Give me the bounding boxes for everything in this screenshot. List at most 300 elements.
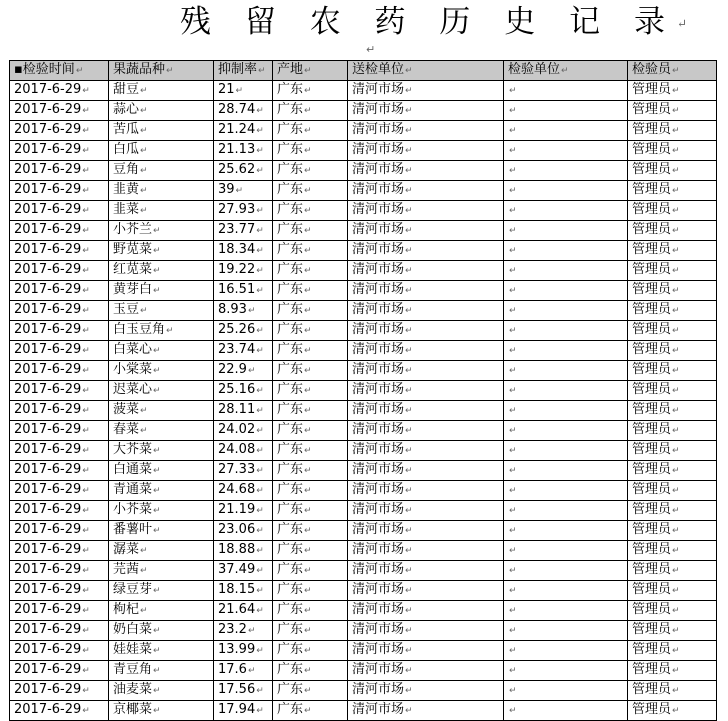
cell-produce-variety[interactable] — [109, 501, 214, 521]
cell-inspection-time[interactable] — [10, 581, 109, 601]
cell-inhibition-rate-text: 21.24 — [218, 122, 256, 137]
cell-inspection-time[interactable] — [10, 521, 109, 541]
cell-inspection-unit[interactable] — [504, 441, 628, 461]
cell-inhibition-rate[interactable] — [214, 481, 273, 501]
cell-submitting-unit[interactable] — [348, 481, 504, 501]
cell-submitting-unit[interactable] — [348, 521, 504, 541]
cell-inspector[interactable] — [628, 521, 717, 541]
cell-produce-variety[interactable] — [109, 381, 214, 401]
cell-inspection-unit[interactable] — [504, 501, 628, 521]
cell-inhibition-rate[interactable] — [214, 501, 273, 521]
cell-inspection-time-text: 2017-6-29 — [14, 82, 82, 97]
cell-submitting-unit[interactable] — [348, 241, 504, 261]
cell-inspection-unit[interactable] — [504, 181, 628, 201]
cell-end-mark-icon: ↵ — [509, 166, 517, 176]
cell-origin[interactable] — [273, 501, 348, 521]
cell-origin[interactable] — [273, 621, 348, 641]
cell-submitting-unit[interactable] — [348, 141, 504, 161]
cell-inspection-time[interactable] — [10, 641, 109, 661]
cell-inspection-time[interactable] — [10, 441, 109, 461]
cell-submitting-unit-text: 清河市场 — [352, 362, 405, 377]
cell-inspection-time[interactable] — [10, 101, 109, 121]
cell-produce-variety[interactable] — [109, 301, 214, 321]
cell-inhibition-rate[interactable] — [214, 641, 273, 661]
cell-end-mark-icon: ↵ — [256, 326, 264, 336]
cell-origin[interactable] — [273, 101, 348, 121]
cell-inspector[interactable] — [628, 261, 717, 281]
cell-submitting-unit-text: 清河市场 — [352, 342, 405, 357]
cell-end-mark-icon: ↵ — [140, 106, 148, 116]
table-row — [10, 581, 717, 601]
table-row — [10, 601, 717, 621]
cell-inspection-time-text: 2017-6-29 — [14, 642, 82, 657]
cell-inspector[interactable] — [628, 201, 717, 221]
cell-inhibition-rate[interactable] — [214, 141, 273, 161]
cell-inspection-unit[interactable] — [504, 141, 628, 161]
cell-inspection-time[interactable] — [10, 541, 109, 561]
cell-produce-variety[interactable] — [109, 601, 214, 621]
cell-produce-variety-text: 小棠菜 — [113, 362, 153, 377]
cell-origin[interactable] — [273, 481, 348, 501]
cell-end-mark-icon: ↵ — [166, 66, 174, 76]
cell-end-mark-icon: ↵ — [140, 406, 148, 416]
cell-inspection-unit[interactable] — [504, 281, 628, 301]
cell-origin[interactable] — [273, 701, 348, 721]
cell-inspection-time[interactable] — [10, 341, 109, 361]
cell-submitting-unit[interactable] — [348, 321, 504, 341]
cell-submitting-unit-text: 清河市场 — [352, 622, 405, 637]
cell-origin[interactable] — [273, 461, 348, 481]
cell-inspector[interactable] — [628, 221, 717, 241]
cell-inspector[interactable] — [628, 661, 717, 681]
cell-origin[interactable] — [273, 141, 348, 161]
cell-inhibition-rate[interactable] — [214, 661, 273, 681]
cell-end-mark-icon: ↵ — [509, 106, 517, 116]
cell-inspection-time[interactable] — [10, 181, 109, 201]
cell-end-mark-icon: ↵ — [405, 146, 413, 156]
cell-produce-variety[interactable] — [109, 361, 214, 381]
cell-inhibition-rate[interactable] — [214, 621, 273, 641]
cell-produce-variety-text: 菠菜 — [113, 402, 140, 417]
cell-end-mark-icon: ↵ — [82, 706, 90, 716]
cell-origin[interactable] — [273, 81, 348, 101]
cell-inspection-unit[interactable] — [504, 361, 628, 381]
cell-submitting-unit[interactable] — [348, 161, 504, 181]
cell-submitting-unit[interactable] — [348, 81, 504, 101]
cell-inspection-time[interactable] — [10, 161, 109, 181]
cell-submitting-unit[interactable] — [348, 601, 504, 621]
table-row — [10, 321, 717, 341]
cell-inspector[interactable] — [628, 701, 717, 721]
cell-end-mark-icon: ↵ — [82, 486, 90, 496]
cell-produce-variety[interactable] — [109, 581, 214, 601]
cell-inspector[interactable] — [628, 121, 717, 141]
cell-origin[interactable] — [273, 381, 348, 401]
cell-end-mark-icon: ↵ — [304, 506, 312, 516]
cell-inhibition-rate[interactable] — [214, 401, 273, 421]
cell-inspection-unit[interactable] — [504, 401, 628, 421]
cell-inspection-time[interactable] — [10, 601, 109, 621]
cell-inspection-unit[interactable] — [504, 661, 628, 681]
cell-inspector[interactable] — [628, 561, 717, 581]
cell-origin[interactable] — [273, 221, 348, 241]
cell-origin-text: 广东 — [277, 602, 304, 617]
cell-produce-variety[interactable] — [109, 541, 214, 561]
cell-produce-variety[interactable] — [109, 221, 214, 241]
cell-inspection-time[interactable] — [10, 241, 109, 261]
cell-inspection-time[interactable] — [10, 481, 109, 501]
cell-submitting-unit[interactable] — [348, 121, 504, 141]
cell-inspection-time[interactable] — [10, 81, 109, 101]
cell-produce-variety[interactable] — [109, 201, 214, 221]
cell-inspection-unit[interactable] — [504, 341, 628, 361]
cell-submitting-unit[interactable] — [348, 641, 504, 661]
cell-inspection-unit[interactable] — [504, 321, 628, 341]
cell-produce-variety[interactable] — [109, 701, 214, 721]
cell-inhibition-rate-text: 18.34 — [218, 242, 256, 257]
cell-inspection-time[interactable] — [10, 361, 109, 381]
header-origin[interactable] — [273, 61, 348, 81]
cell-produce-variety[interactable] — [109, 681, 214, 701]
cell-end-mark-icon: ↵ — [256, 346, 264, 356]
cell-inspection-time[interactable] — [10, 561, 109, 581]
cell-inspection-unit[interactable] — [504, 421, 628, 441]
cell-produce-variety[interactable] — [109, 341, 214, 361]
cell-origin[interactable] — [273, 561, 348, 581]
cell-inspection-time[interactable] — [10, 701, 109, 721]
cell-inspection-time[interactable] — [10, 621, 109, 641]
cell-inspection-unit[interactable] — [504, 521, 628, 541]
cell-end-mark-icon: ↵ — [153, 706, 161, 716]
cell-inspector[interactable] — [628, 181, 717, 201]
cell-produce-variety[interactable] — [109, 261, 214, 281]
cell-end-mark-icon: ↵ — [509, 646, 517, 656]
cell-origin[interactable] — [273, 661, 348, 681]
cell-origin[interactable] — [273, 421, 348, 441]
cell-origin[interactable] — [273, 361, 348, 381]
cell-inhibition-rate[interactable] — [214, 81, 273, 101]
cell-end-mark-icon: ↵ — [153, 366, 161, 376]
cell-origin[interactable] — [273, 681, 348, 701]
cell-inspector[interactable] — [628, 381, 717, 401]
cell-produce-variety[interactable] — [109, 121, 214, 141]
cell-inspection-unit[interactable] — [504, 601, 628, 621]
cell-inhibition-rate[interactable] — [214, 261, 273, 281]
cell-inspection-unit[interactable] — [504, 641, 628, 661]
cell-submitting-unit[interactable] — [348, 701, 504, 721]
cell-end-mark-icon: ↵ — [405, 546, 413, 556]
cell-inspector[interactable] — [628, 401, 717, 421]
cell-submitting-unit[interactable] — [348, 681, 504, 701]
cell-submitting-unit[interactable] — [348, 561, 504, 581]
cell-produce-variety[interactable] — [109, 181, 214, 201]
cell-produce-variety[interactable] — [109, 161, 214, 181]
cell-inspector[interactable] — [628, 641, 717, 661]
cell-submitting-unit[interactable] — [348, 281, 504, 301]
header-inspector[interactable] — [628, 61, 717, 81]
cell-end-mark-icon: ↵ — [509, 346, 517, 356]
cell-inspection-unit[interactable] — [504, 161, 628, 181]
cell-inhibition-rate[interactable] — [214, 101, 273, 121]
table-row — [10, 521, 717, 541]
cell-end-mark-icon: ↵ — [672, 446, 680, 456]
cell-submitting-unit-text: 清河市场 — [352, 222, 405, 237]
header-inhibition-rate[interactable] — [214, 61, 273, 81]
cell-end-mark-icon: ↵ — [672, 146, 680, 156]
cell-end-mark-icon: ↵ — [509, 86, 517, 96]
cell-inspection-time[interactable] — [10, 421, 109, 441]
cell-inspection-unit[interactable] — [504, 81, 628, 101]
cell-submitting-unit[interactable] — [348, 661, 504, 681]
cell-inhibition-rate[interactable] — [214, 601, 273, 621]
cell-origin[interactable] — [273, 521, 348, 541]
cell-inhibition-rate[interactable] — [214, 201, 273, 221]
cell-origin[interactable] — [273, 641, 348, 661]
cell-end-mark-icon: ↵ — [672, 466, 680, 476]
cell-produce-variety[interactable] — [109, 661, 214, 681]
cell-inspection-unit[interactable] — [504, 561, 628, 581]
cell-submitting-unit[interactable] — [348, 621, 504, 641]
cell-origin[interactable] — [273, 261, 348, 281]
cell-submitting-unit[interactable] — [348, 101, 504, 121]
cell-produce-variety[interactable] — [109, 241, 214, 261]
cell-submitting-unit[interactable] — [348, 181, 504, 201]
header-produce-variety[interactable] — [109, 61, 214, 81]
cell-produce-variety[interactable] — [109, 401, 214, 421]
cell-produce-variety[interactable] — [109, 81, 214, 101]
cell-inhibition-rate[interactable] — [214, 341, 273, 361]
cell-inspection-unit[interactable] — [504, 301, 628, 321]
cell-inhibition-rate[interactable] — [214, 181, 273, 201]
cell-produce-variety-text: 迟菜心 — [113, 382, 153, 397]
cell-inspector[interactable] — [628, 241, 717, 261]
cell-end-mark-icon: ↵ — [304, 206, 312, 216]
cell-origin[interactable] — [273, 281, 348, 301]
cell-end-mark-icon: ↵ — [672, 366, 680, 376]
cell-inhibition-rate[interactable] — [214, 541, 273, 561]
cell-inspector[interactable] — [628, 101, 717, 121]
cell-produce-variety[interactable] — [109, 421, 214, 441]
cell-origin[interactable] — [273, 601, 348, 621]
cell-inspector-text: 管理员 — [632, 482, 672, 497]
cell-inspection-unit[interactable] — [504, 701, 628, 721]
cell-produce-variety[interactable] — [109, 321, 214, 341]
cell-submitting-unit[interactable] — [348, 361, 504, 381]
cell-origin[interactable] — [273, 321, 348, 341]
cell-inspector[interactable] — [628, 421, 717, 441]
cell-inspection-unit[interactable] — [504, 201, 628, 221]
cell-submitting-unit[interactable] — [348, 221, 504, 241]
cell-submitting-unit[interactable] — [348, 201, 504, 221]
cell-end-mark-icon: ↵ — [140, 546, 148, 556]
cell-inhibition-rate[interactable] — [214, 461, 273, 481]
cell-origin[interactable] — [273, 441, 348, 461]
cell-inhibition-rate[interactable] — [214, 581, 273, 601]
cell-submitting-unit[interactable] — [348, 341, 504, 361]
cell-inspection-unit[interactable] — [504, 101, 628, 121]
cell-inspector[interactable] — [628, 601, 717, 621]
cell-inspection-unit[interactable] — [504, 121, 628, 141]
cell-produce-variety[interactable] — [109, 561, 214, 581]
cell-inspector[interactable] — [628, 281, 717, 301]
cell-submitting-unit[interactable] — [348, 461, 504, 481]
cell-origin-text: 广东 — [277, 162, 304, 177]
cell-inspector[interactable] — [628, 681, 717, 701]
cell-inspector[interactable] — [628, 161, 717, 181]
cell-produce-variety[interactable] — [109, 521, 214, 541]
cell-produce-variety[interactable] — [109, 281, 214, 301]
cell-end-mark-icon: ↵ — [405, 666, 413, 676]
cell-inspection-time[interactable] — [10, 501, 109, 521]
cell-produce-variety[interactable] — [109, 101, 214, 121]
cell-inspector[interactable] — [628, 361, 717, 381]
cell-origin[interactable] — [273, 341, 348, 361]
cell-inhibition-rate[interactable] — [214, 681, 273, 701]
cell-inspection-time[interactable] — [10, 661, 109, 681]
cell-inspector[interactable] — [628, 481, 717, 501]
cell-inhibition-rate[interactable] — [214, 161, 273, 181]
cell-end-mark-icon: ↵ — [672, 266, 680, 276]
cell-produce-variety[interactable] — [109, 141, 214, 161]
cell-inspection-time[interactable] — [10, 121, 109, 141]
cell-inhibition-rate[interactable] — [214, 361, 273, 381]
cell-end-mark-icon: ↵ — [672, 226, 680, 236]
cell-inspection-unit[interactable] — [504, 541, 628, 561]
cell-inhibition-rate[interactable] — [214, 421, 273, 441]
cell-inspector[interactable] — [628, 141, 717, 161]
cell-produce-variety[interactable] — [109, 441, 214, 461]
cell-end-mark-icon: ↵ — [82, 246, 90, 256]
cell-inhibition-rate[interactable] — [214, 281, 273, 301]
cell-inspection-time-text: 2017-6-29 — [14, 162, 82, 177]
cell-inspector[interactable] — [628, 541, 717, 561]
cell-submitting-unit[interactable] — [348, 501, 504, 521]
cell-inspector[interactable] — [628, 321, 717, 341]
cell-inspector-text: 管理员 — [632, 362, 672, 377]
table-row — [10, 421, 717, 441]
cell-inhibition-rate-text: 25.62 — [218, 162, 256, 177]
cell-produce-variety[interactable] — [109, 481, 214, 501]
cell-inspector[interactable] — [628, 81, 717, 101]
cell-inhibition-rate[interactable] — [214, 441, 273, 461]
cell-end-mark-icon: ↵ — [82, 546, 90, 556]
table-row — [10, 201, 717, 221]
cell-end-mark-icon: ↵ — [304, 226, 312, 236]
cell-submitting-unit[interactable] — [348, 401, 504, 421]
cell-origin[interactable] — [273, 181, 348, 201]
cell-inspection-time[interactable] — [10, 681, 109, 701]
cell-end-mark-icon: ↵ — [509, 386, 517, 396]
cell-submitting-unit[interactable] — [348, 261, 504, 281]
cell-inspector[interactable] — [628, 441, 717, 461]
cell-origin[interactable] — [273, 121, 348, 141]
cell-origin[interactable] — [273, 201, 348, 221]
cell-inspection-unit[interactable] — [504, 461, 628, 481]
cell-end-mark-icon: ↵ — [405, 326, 413, 336]
cell-inspection-time[interactable] — [10, 401, 109, 421]
cell-submitting-unit[interactable] — [348, 441, 504, 461]
cell-submitting-unit-text: 清河市场 — [352, 202, 405, 217]
cell-produce-variety[interactable] — [109, 461, 214, 481]
cell-inspector[interactable] — [628, 301, 717, 321]
cell-inspector-text: 管理员 — [632, 282, 672, 297]
cell-end-mark-icon: ↵ — [153, 586, 161, 596]
cell-inhibition-rate[interactable] — [214, 561, 273, 581]
cell-submitting-unit[interactable] — [348, 421, 504, 441]
cell-inspection-unit[interactable] — [504, 621, 628, 641]
cell-inspection-time[interactable] — [10, 141, 109, 161]
cell-origin[interactable] — [273, 581, 348, 601]
cell-inspector[interactable] — [628, 501, 717, 521]
cell-inhibition-rate[interactable] — [214, 121, 273, 141]
cell-submitting-unit[interactable] — [348, 381, 504, 401]
cell-submitting-unit[interactable] — [348, 581, 504, 601]
cell-inhibition-rate[interactable] — [214, 521, 273, 541]
cell-inspection-time[interactable] — [10, 461, 109, 481]
cell-end-mark-icon: ↵ — [75, 66, 84, 76]
cell-end-mark-icon: ↵ — [235, 86, 244, 96]
cell-inhibition-rate[interactable] — [214, 381, 273, 401]
cell-inspection-unit[interactable] — [504, 261, 628, 281]
cell-inhibition-rate[interactable] — [214, 701, 273, 721]
cell-inspection-time[interactable] — [10, 281, 109, 301]
header-inspection-unit[interactable] — [504, 61, 628, 81]
pesticide-record-table — [9, 60, 717, 721]
cell-produce-variety[interactable] — [109, 641, 214, 661]
cell-inspection-time[interactable] — [10, 221, 109, 241]
header-submitting-unit[interactable] — [348, 61, 504, 81]
cell-origin[interactable] — [273, 401, 348, 421]
cell-inhibition-rate[interactable] — [214, 321, 273, 341]
cell-inspector[interactable] — [628, 621, 717, 641]
cell-inspection-time-text: 2017-6-29 — [14, 242, 82, 257]
cell-end-mark-icon: ↵ — [304, 166, 312, 176]
cell-inspection-unit[interactable] — [504, 381, 628, 401]
cell-origin[interactable] — [273, 301, 348, 321]
cell-inspector[interactable] — [628, 461, 717, 481]
cell-origin-text: 广东 — [277, 302, 304, 317]
cell-end-mark-icon: ↵ — [304, 486, 312, 496]
cell-end-mark-icon: ↵ — [153, 266, 161, 276]
cell-inspection-unit[interactable] — [504, 681, 628, 701]
cell-inspection-time[interactable] — [10, 201, 109, 221]
cell-origin[interactable] — [273, 541, 348, 561]
cell-produce-variety-text: 蒜心 — [113, 102, 140, 117]
header-inspection-time[interactable] — [10, 61, 109, 81]
cell-inspection-time[interactable] — [10, 261, 109, 281]
cell-inspection-time[interactable] — [10, 381, 109, 401]
cell-submitting-unit[interactable] — [348, 541, 504, 561]
cell-inspection-unit[interactable] — [504, 581, 628, 601]
cell-inspection-unit[interactable] — [504, 221, 628, 241]
cell-inspector[interactable] — [628, 341, 717, 361]
cell-inspector[interactable] — [628, 581, 717, 601]
cell-inspection-time[interactable] — [10, 321, 109, 341]
cell-submitting-unit[interactable] — [348, 301, 504, 321]
cell-end-mark-icon: ↵ — [82, 186, 90, 196]
cell-origin[interactable] — [273, 161, 348, 181]
cell-inspection-unit[interactable] — [504, 481, 628, 501]
cell-inhibition-rate[interactable] — [214, 221, 273, 241]
cell-inhibition-rate[interactable] — [214, 301, 273, 321]
cell-inspection-time[interactable] — [10, 301, 109, 321]
cell-origin[interactable] — [273, 241, 348, 261]
cell-inhibition-rate[interactable] — [214, 241, 273, 261]
cell-submitting-unit-text: 清河市场 — [352, 702, 405, 717]
cell-produce-variety[interactable] — [109, 621, 214, 641]
cell-inspection-unit[interactable] — [504, 241, 628, 261]
cell-inspector-text: 管理员 — [632, 202, 672, 217]
